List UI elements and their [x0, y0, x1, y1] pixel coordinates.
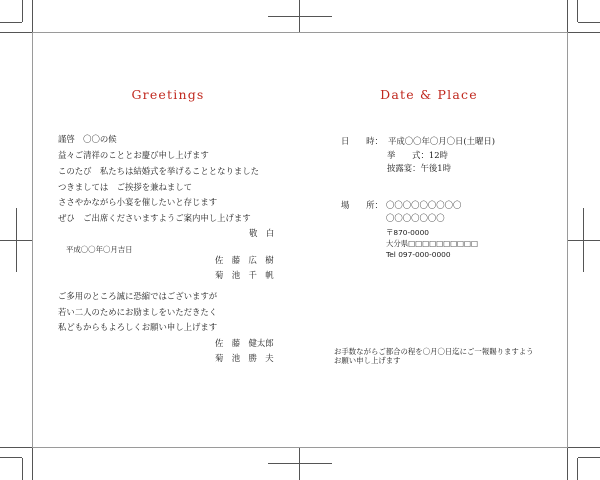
parent-name-groom-side: 佐 藤 健太郎 [215, 338, 274, 348]
date-label: 日 時： [341, 136, 383, 146]
letter-line: ぜひ ご出席くださいますようご案内申し上げます [58, 213, 251, 223]
letter-line: 謹啓 〇〇の候 [58, 134, 117, 144]
postal-code: 〒870-0000 [386, 228, 429, 237]
parents-message-line: 若い二人のためにお励ましをいただきたく [58, 307, 218, 317]
parents-message-line: ご多用のところ誠に恐縮ではございますが [58, 291, 218, 301]
groom-name: 佐 藤 広 樹 [215, 255, 274, 265]
date-place-heading: Date & Place [380, 87, 478, 102]
parent-name-bride-side: 菊 池 勝 夫 [215, 353, 274, 363]
venue-address: 大分県□□□□□□□□□□ [386, 239, 479, 248]
letter-date: 平成〇〇年〇月吉日 [66, 245, 133, 254]
reception-time: 披露宴：午後1時 [387, 163, 451, 173]
place-label: 場 所： [341, 200, 383, 210]
closing-word: 敬 白 [249, 228, 275, 238]
letter-line: 益々ご清祥のこととお慶び申し上げます [58, 150, 209, 160]
letter-line: ささやかながら小宴を催したいと存じます [58, 197, 218, 207]
rsvp-line: お願い申し上げます [334, 356, 401, 365]
rsvp-line: お手数ながらご都合の程を〇月〇日迄にご一報賜りますよう [334, 347, 534, 356]
ceremony-time: 挙 式：12時 [387, 150, 448, 160]
venue-name-line-2: 〇〇〇〇〇〇〇 [386, 213, 445, 223]
letter-line: つきましては ご挨拶を兼ねまして [58, 182, 192, 192]
parents-message-line: 私どもからもよろしくお願い申し上げます [58, 322, 218, 332]
greetings-heading: Greetings [131, 87, 205, 102]
date-value: 平成〇〇年〇月〇日(土曜日) [388, 136, 496, 146]
bride-name: 菊 池 千 帆 [215, 270, 274, 280]
venue-phone: Tel 097-000-0000 [386, 250, 451, 259]
venue-name-line-1: 〇〇〇〇〇〇〇〇〇 [386, 200, 462, 210]
letter-line: このたび 私たちは結婚式を挙げることとなりました [58, 166, 259, 176]
